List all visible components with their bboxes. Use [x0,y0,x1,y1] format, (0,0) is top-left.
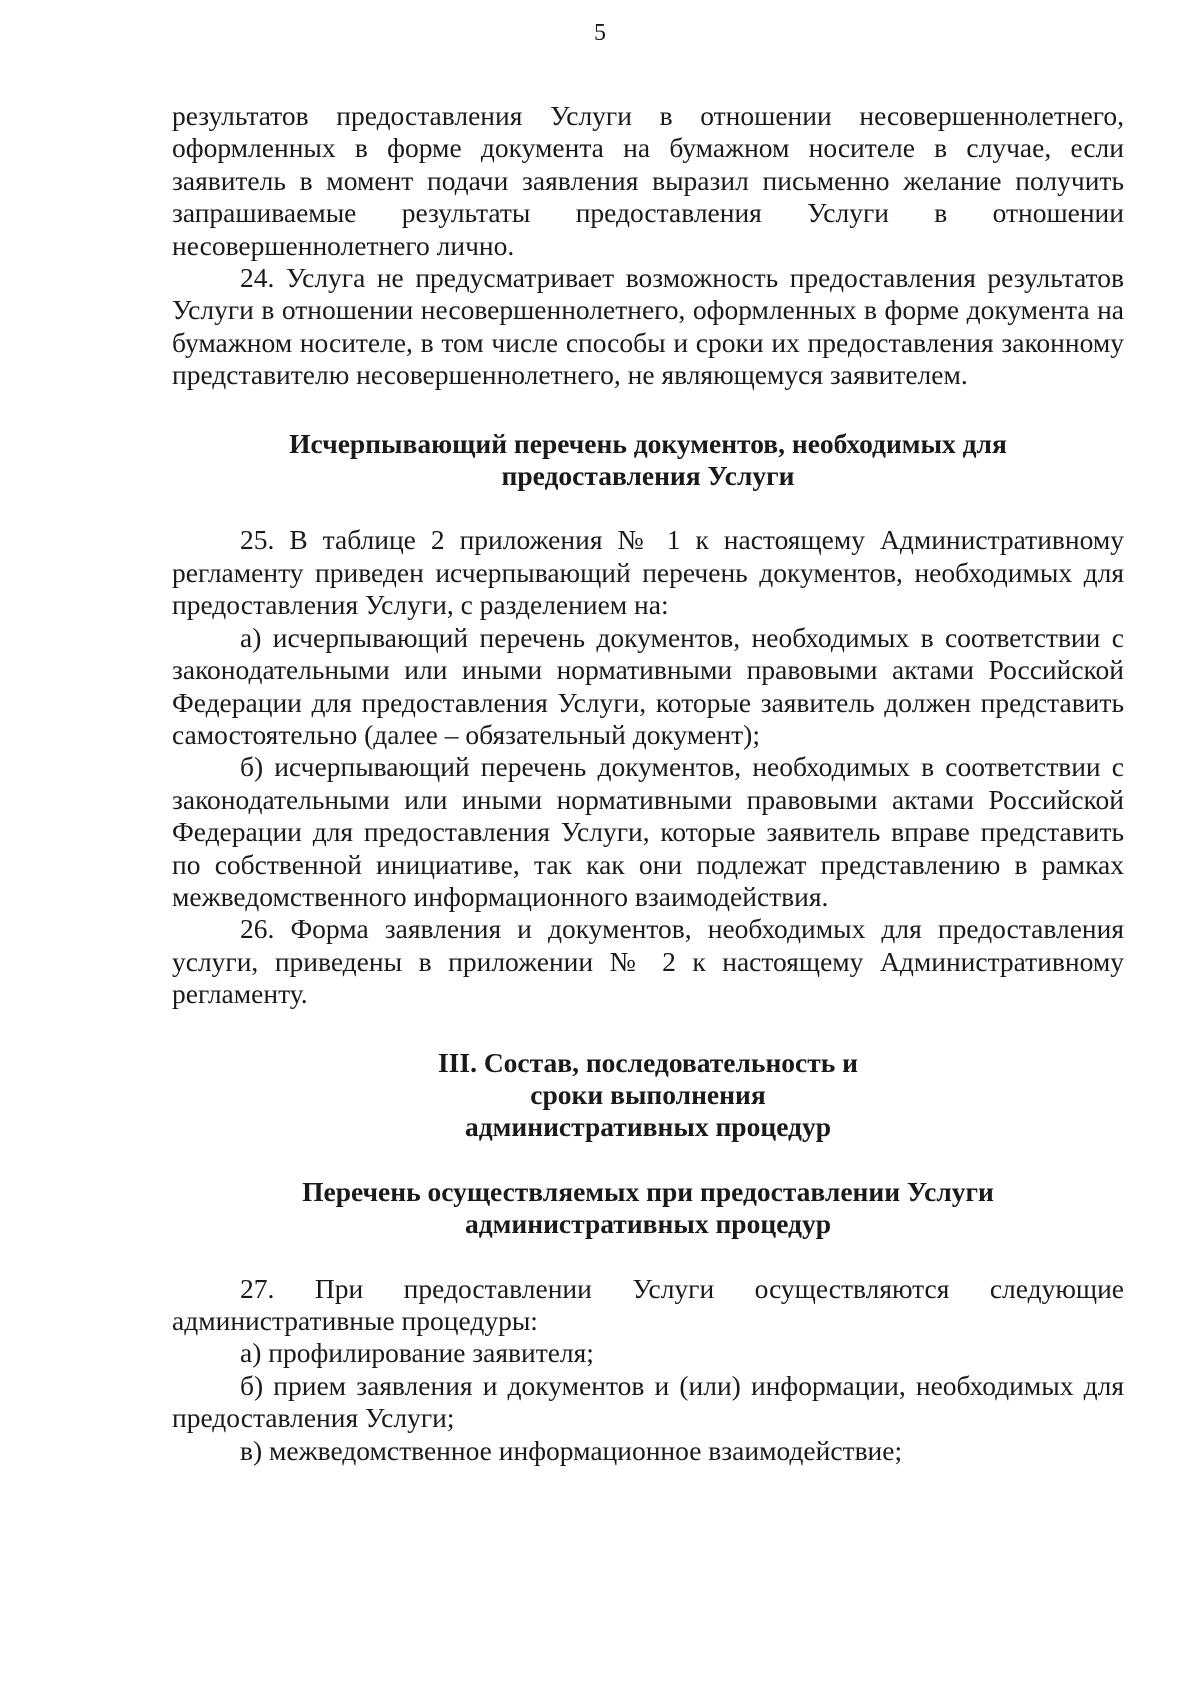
heading-section-3 [172,1047,894,1144]
heading-line: Перечень осуществляемых при предоставлении Услуги [302,1175,994,1207]
heading-documents-list [172,428,1124,493]
paragraph-25-a: а) исчерпывающий перечень документов, необходимых в соответствии с законодательными или иными нормативными правовыми актами Российской Федерации для предоставления Услуги, которые заявитель должен представить самостоятельно (далее – обязательный документ); [172,621,1124,750]
paragraph-24: 24. Услуга не предусматривает возможность предоставления результатов Услуги в отношении несовершеннолетнего, оформленных в форме документа на бумажном носителе, в том числе способы и сроки их предоставления законному представителю несовершеннолетнего, не являющемуся заявителем. [172,262,1124,391]
heading-procedures-list [172,1176,1124,1241]
paragraph-25-b: б) исчерпывающий перечень документов, необходимых в соответствии с законодательными или иными нормативными правовыми актами Российской Федерации для предоставления Услуги, которые заявитель вправе представить по собственной инициативе, так как они подлежат представлению в рамках межведомственного информационного взаимодействия. [172,751,1124,912]
paragraph-27: 27. При предоставлении Услуги осуществляются следующие административные процедуры: [172,1272,1124,1336]
page-number: 5 [594,20,606,46]
paragraph-27-b: б) прием заявления и документов и (или) информации, необходимых для предоставления Услуги; [172,1369,1124,1434]
heading-line: III. Состав, последовательность и сроки выполнения [437,1046,859,1110]
paragraph-27-a: а) профилирование заявителя; [240,1337,594,1369]
heading-line: Исчерпывающий перечень документов, необходимых для [289,427,1007,459]
paragraph-25: 25. В таблице 2 приложения № 1 к настоящему Административному регламенту приведен исчерпывающий перечень документов, необходимых для предоставления Услуги, с разделением на: [172,524,1124,621]
heading-line: предоставления Услуги [501,460,795,492]
heading-line: административных процедур [465,1208,831,1240]
heading-line: административных процедур [465,1111,831,1143]
paragraph-26: 26. Форма заявления и документов, необходимых для предоставления услуги, приведены в приложении № 2 к настоящему Административному регламенту. [172,913,1124,1010]
document-body [172,100,1124,1467]
paragraph-continuation: результатов предоставления Услуги в отношении несовершеннолетнего, оформленных в форме документа на бумажном носителе в случае, если заявитель в момент подачи заявления выразил письменно желание получить запрашиваемые результаты предоставления Услуги в отношении несовершеннолетнего лично. [172,100,1124,261]
paragraph-27-c: в) межведомственное информационное взаимодействие; [240,1434,903,1466]
